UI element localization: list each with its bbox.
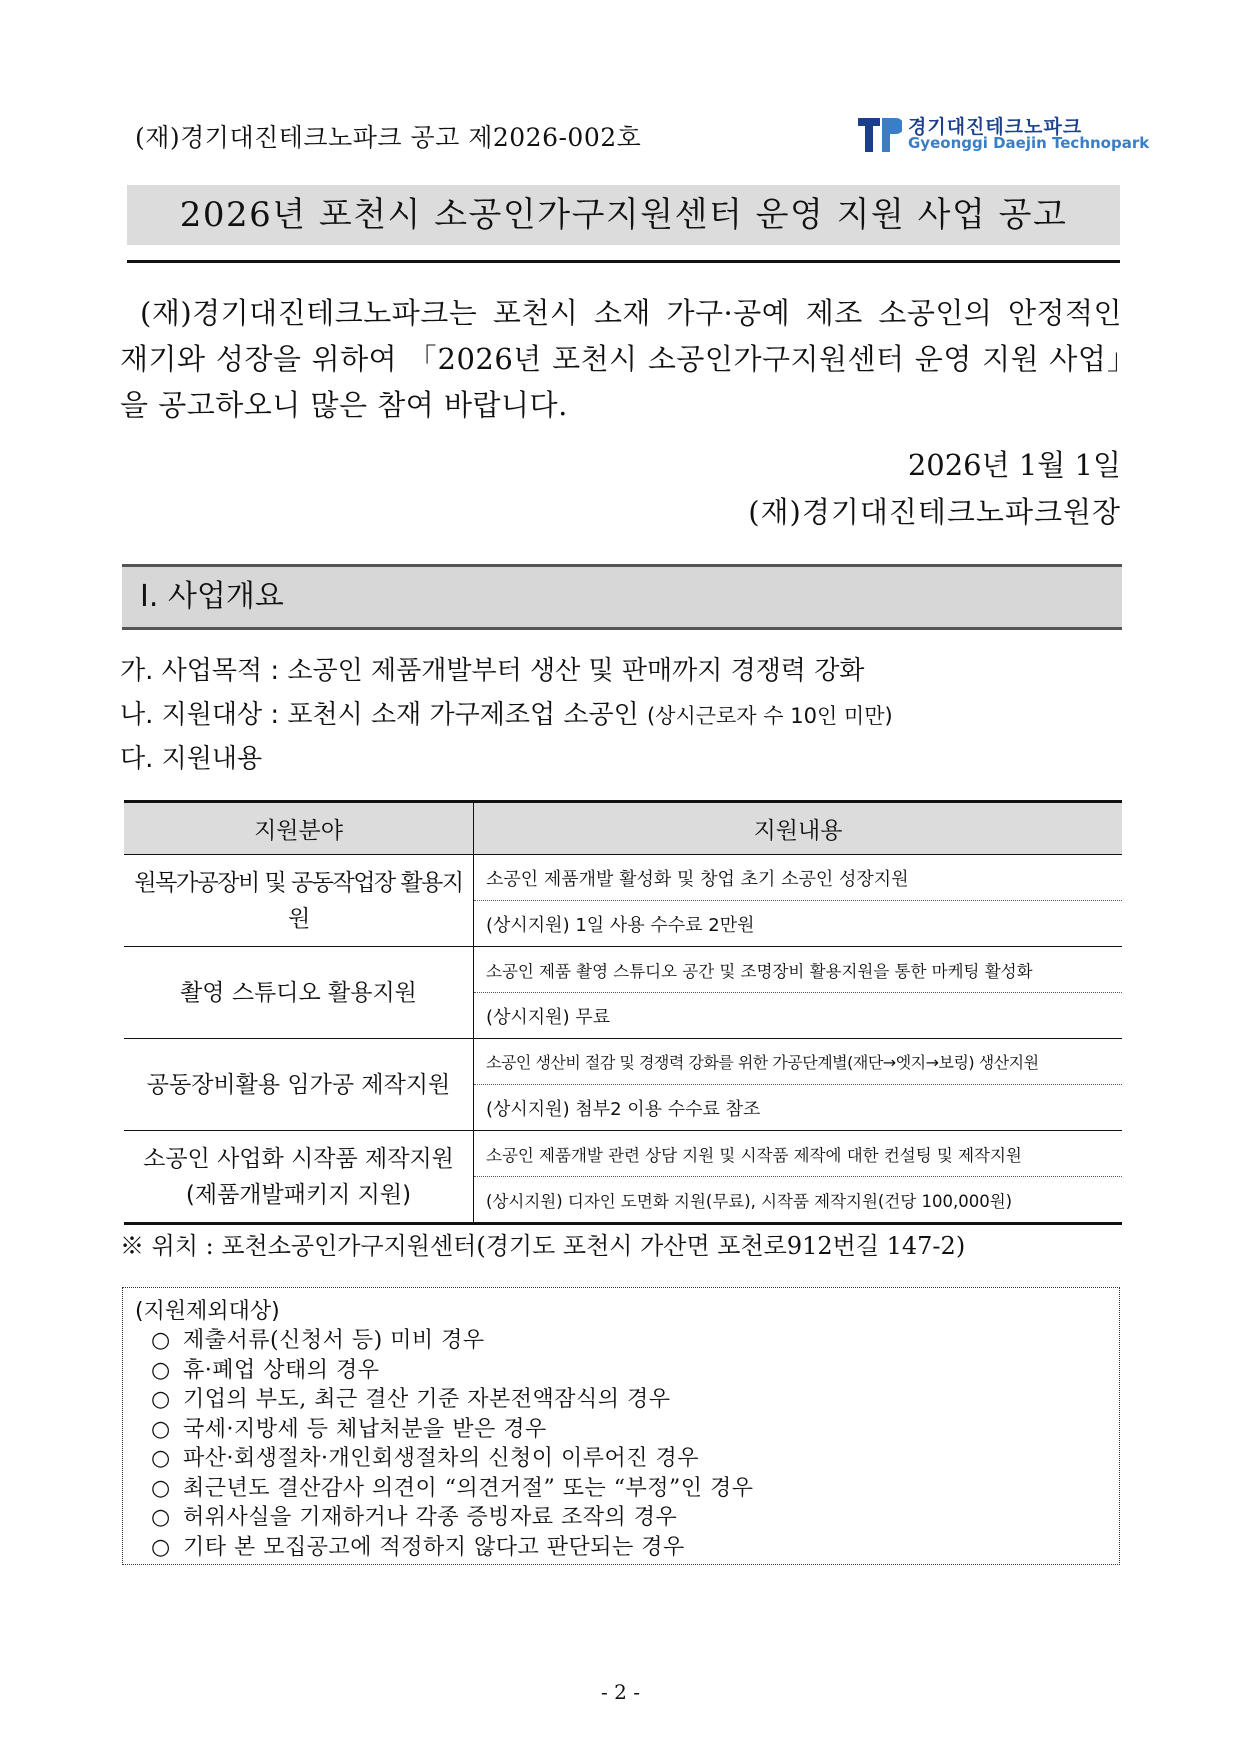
bullet-icon: ○	[151, 1475, 171, 1501]
announcement-date: 2026년 1월 1일	[907, 448, 1121, 482]
header-field: 지원분야	[124, 802, 474, 855]
table-row	[124, 947, 1122, 993]
bullet-icon: ○	[151, 1387, 171, 1412]
logo-english-text: Gyeonggi Daejin Technopark	[908, 134, 1150, 152]
support-table	[124, 800, 1122, 1225]
field-cell	[124, 1039, 474, 1131]
field-name: 공동장비활용 임가공 제작지원	[146, 1071, 451, 1098]
notice-number: (재)경기대진테크노파크 공고 제2026-002호	[135, 123, 642, 152]
detail-cell: 소공인 제품 촬영 스튜디오 공간 및 조명장비 활용지원을 통한 마케팅 활성화	[474, 947, 1123, 993]
title-divider	[127, 260, 1120, 263]
field-name: 소공인 사업화 시작품 제작지원	[143, 1145, 454, 1172]
list-item: ○ 제출서류(신청서 등) 미비 경우	[151, 1326, 754, 1356]
bullet-icon: ○	[151, 1534, 171, 1560]
content-item: 다. 지원내용	[120, 744, 263, 774]
fee-cell: (상시지원) 1일 사용 수수료 2만원	[474, 901, 1123, 947]
target-item	[120, 694, 893, 731]
list-item: ○ 기타 본 모집공고에 적정하지 않다고 판단되는 경우	[151, 1533, 754, 1563]
intro-paragraph: (재)경기대진테크노파크는 포천시 소재 가구·공예 제조 소공인의 안정적인 재기와 성장을 위하여 「2026년 포천시 소공인가구지원센터 운영 지원 사업」을 공고하오니 많은 참여 바랍니다.	[120, 296, 1122, 422]
table-row	[124, 1131, 1122, 1177]
issuer-name: (재)경기대진테크노파크원장	[748, 495, 1121, 529]
field-name-line2: (제품개발패키지 지원)	[185, 1181, 412, 1208]
bullet-icon: ○	[151, 1416, 171, 1442]
target-text: 나. 지원대상 : 포천시 소재 가구제조업 소공인	[120, 700, 639, 730]
fee-cell: (상시지원) 첨부2 이용 수수료 참조	[474, 1085, 1123, 1131]
list-item: ○ 국세·지방세 등 체납처분을 받은 경우	[151, 1415, 754, 1445]
section-header	[122, 564, 1122, 630]
target-note: (상시근로자 수 10인 미만)	[646, 704, 893, 728]
organization-logo	[858, 112, 1150, 156]
section-title: Ⅰ. 사업개요	[140, 579, 284, 614]
list-item: ○ 최근년도 결산감사 의견이 “의견거절” 또는 “부정”인 경우	[151, 1474, 754, 1504]
table-row	[124, 855, 1122, 901]
exclusion-box	[122, 1287, 1120, 1565]
bullet-icon: ○	[151, 1328, 171, 1353]
technopark-logo-icon	[858, 116, 902, 154]
page-number: - 2 -	[601, 1680, 640, 1704]
field-name: 촬영 스튜디오 활용지원	[180, 979, 417, 1006]
bullet-icon: ○	[151, 1357, 171, 1383]
header-content: 지원내용	[474, 802, 1123, 855]
field-name: 원목가공장비 및 공동작업장 활용지원	[134, 869, 463, 932]
field-cell	[124, 1131, 474, 1224]
table-header-row	[124, 802, 1122, 855]
exclusion-list	[151, 1326, 754, 1562]
list-item: ○ 허위사실을 기재하거나 각종 증빙자료 조작의 경우	[151, 1503, 754, 1533]
logo-korean-text: 경기대진테크노파크	[908, 116, 1083, 138]
list-item: ○ 휴·폐업 상태의 경우	[151, 1356, 754, 1386]
detail-cell: 소공인 제품개발 관련 상담 지원 및 시작품 제작에 대한 컨설팅 및 제작지원	[474, 1131, 1123, 1177]
document-title: 2026년 포천시 소공인가구지원센터 운영 지원 사업 공고	[127, 185, 1120, 245]
list-item: ○ 기업의 부도, 최근 결산 기준 자본전액잠식의 경우	[151, 1385, 754, 1415]
fee-cell: (상시지원) 디자인 도면화 지원(무료), 시작품 제작지원(건당 100,000원)	[474, 1177, 1123, 1224]
bullet-icon: ○	[151, 1505, 171, 1530]
location-note: ※ 위치 : 포천소공인가구지원센터(경기도 포천시 가산면 포천로912번길 147-2)	[120, 1232, 966, 1260]
bullet-icon: ○	[151, 1446, 171, 1471]
detail-cell: 소공인 제품개발 활성화 및 창업 초기 소공인 성장지원	[474, 855, 1123, 901]
detail-cell: 소공인 생산비 절감 및 경쟁력 강화를 위한 가공단계별(재단→엣지→보링) 생산지원	[474, 1039, 1123, 1085]
table-row	[124, 1039, 1122, 1085]
exclusion-title: (지원제외대상)	[135, 1299, 280, 1324]
list-item: ○ 파산·회생절차·개인회생절차의 신청이 이루어진 경우	[151, 1444, 754, 1474]
field-cell	[124, 855, 474, 947]
field-cell	[124, 947, 474, 1039]
purpose-item: 가. 사업목적 : 소공인 제품개발부터 생산 및 판매까지 경쟁력 강화	[120, 656, 865, 686]
fee-cell: (상시지원) 무료	[474, 993, 1123, 1039]
